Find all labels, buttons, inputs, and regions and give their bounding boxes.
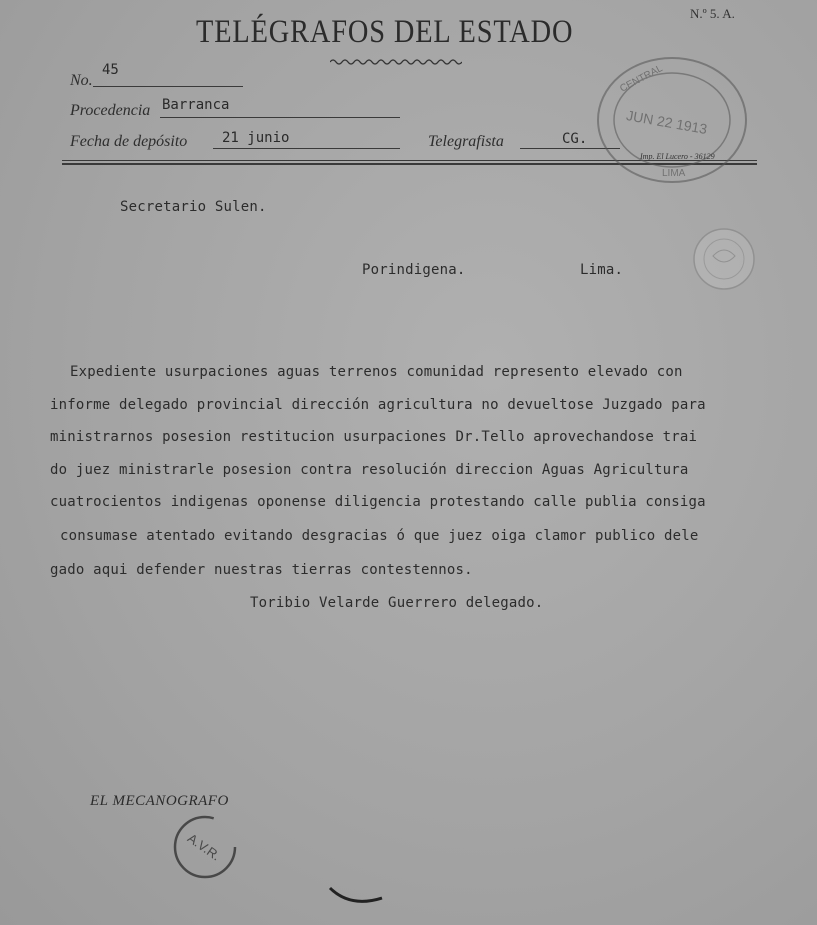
telegrafista-label: Telegrafista xyxy=(428,133,504,150)
body-line: gado aqui defender nuestras tierras contestennos. xyxy=(50,562,473,578)
body-line: consumase atentado evitando desgracias ó que juez oiga clamor publico dele xyxy=(60,528,699,544)
body-line: Expediente usurpaciones aguas terrenos comunidad represento elevado con xyxy=(70,364,683,380)
body-line: do juez ministrarle posesion contra resolución direccion Aguas Agricultura xyxy=(50,462,689,478)
no-line xyxy=(93,86,243,87)
mecanografo-label: EL MECANOGRAFO xyxy=(90,793,229,809)
printer-imprint: Imp. El Lucero - 36129 xyxy=(640,152,715,161)
recipient-city: Lima. xyxy=(580,262,624,278)
recipient-via: Porindigena. xyxy=(362,262,466,278)
stamp-date: JUN 22 1913 xyxy=(625,107,709,138)
procedencia-value: Barranca xyxy=(162,97,230,113)
initials-text: A.V.R. xyxy=(184,830,224,864)
body-line: informe delegado provincial dirección agricultura no devueltose Juzgado para xyxy=(50,397,706,413)
no-value: 45 xyxy=(102,62,119,78)
no-label: No. xyxy=(70,72,93,89)
fecha-value: 21 junio xyxy=(222,130,290,146)
recipient-name: Secretario Sulen. xyxy=(120,199,267,215)
fecha-line xyxy=(213,148,400,149)
stamp-bottom-text: LIMA xyxy=(662,168,686,179)
procedencia-line xyxy=(160,117,400,118)
stamp-top-text: CENTRAL xyxy=(618,63,665,95)
procedencia-label: Procedencia xyxy=(70,102,151,119)
ink-mark-icon xyxy=(328,884,388,904)
telegrafista-value: CG. xyxy=(562,131,588,147)
form-number: N.º 5. A. xyxy=(690,6,735,21)
date-stamp-icon xyxy=(592,52,752,192)
body-line: ministrarnos posesion restitucion usurpaciones Dr.Tello aprovechandose trai xyxy=(50,429,698,445)
initials-stamp-icon xyxy=(170,812,240,882)
title-flourish xyxy=(330,58,462,66)
embossed-seal-icon xyxy=(691,226,757,292)
fecha-label: Fecha de depósito xyxy=(70,133,188,150)
signature: Toribio Velarde Guerrero delegado. xyxy=(250,595,544,611)
document-title: TELÉGRAFOS DEL ESTADO xyxy=(196,14,574,50)
body-line: cuatrocientos indigenas oponense diligencia protestando calle publia consiga xyxy=(50,494,706,510)
